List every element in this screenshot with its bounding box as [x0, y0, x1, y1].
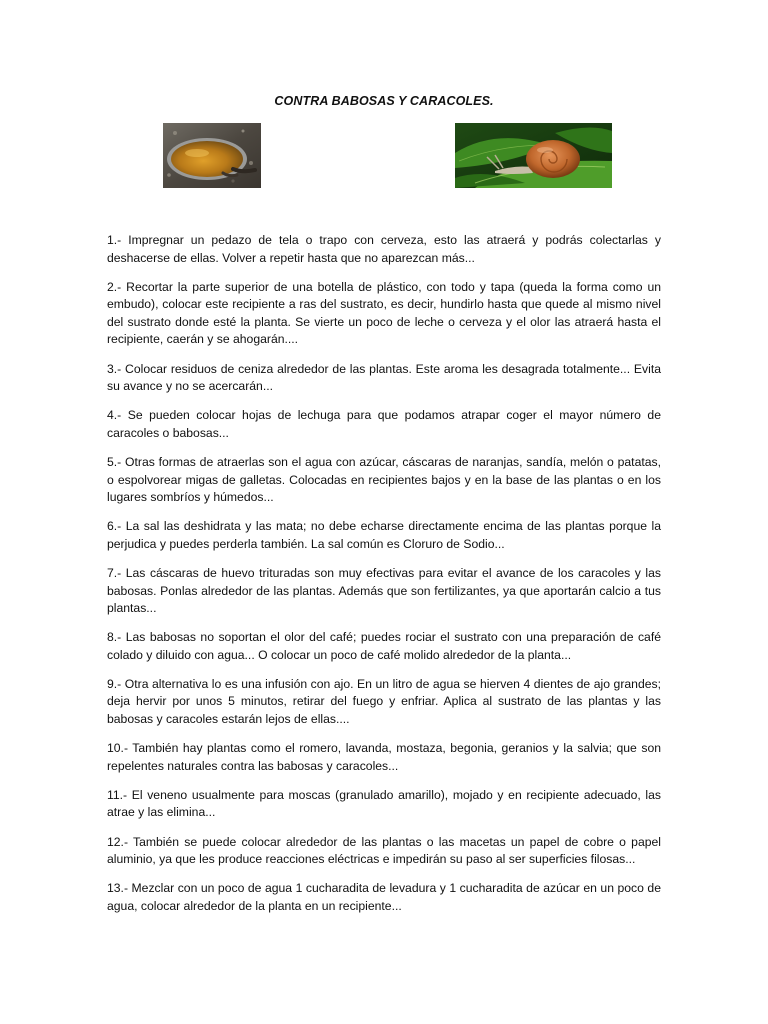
list-item: 5.- Otras formas de atraerlas son el agua con azúcar, cáscaras de naranjas, sandía, melón o patatas, o espolvorear migas de galletas. Colocadas en recipientes bajos y en la base de las plantas o en los lugares sombríos y húmedos...	[107, 454, 661, 505]
list-item: 8.- Las babosas no soportan el olor del café; puedes rociar el sustrato con una preparación de café colado y diluido con agua... O colocar un poco de café molido alrededor de la planta...	[107, 630, 661, 662]
list-item: 3.- Colocar residuos de ceniza alrededor de las plantas. Este aroma les desagrada totalmente... Evita su avance y no se acercarán...	[107, 361, 661, 394]
list-item: 12.- También se puede colocar alrededor de las plantas o las macetas un papel de cobre o papel aluminio, ya que les produce reacciones eléctricas e impedirán su paso al ser superficies filosas...	[107, 834, 661, 867]
list-item: 10.- También hay plantas como el romero, lavanda, mostaza, begonia, geranios y la salvia; que son repelentes naturales contra las babosas y caracoles...	[107, 741, 661, 773]
list-item: 7.- Las cáscaras de huevo trituradas son muy efectivas para evitar el avance de los caracoles y las babosas. Ponlas alrededor de las plantas. Además que son fertilizantes, ya que aportarán calcio a tus plantas...	[107, 565, 661, 616]
list-item: 2.- Recortar la parte superior de una botella de plástico, con todo y tapa (queda la forma como un embudo), colocar este recipiente a ras del sustrato, es decir, hundirlo hasta que quede al mismo nivel del sustrato donde esté la planta. Se vierte un poco de leche o cerveza y el olor las atraerá hasta el recipiente, caerán y se ahogarán....	[107, 279, 661, 347]
list-item: 4.- Se pueden colocar hojas de lechuga para que podamos atrapar coger el mayor número de caracoles o babosas...	[107, 408, 661, 440]
snail-photo-drawing	[455, 123, 612, 188]
snail-photo	[455, 123, 612, 188]
list-item: 9.- Otra alternativa lo es una infusión con ajo. En un litro de agua se hierven 4 dientes de ajo grandes; deja hervir por unos 5 minutos, retirar del fuego y enfriar. Aplica al sustrato de las plantas y las babosas y caracoles estarán lejos de ellas....	[107, 676, 661, 727]
document-title: CONTRA BABOSAS Y CARACOLES.	[274, 94, 494, 108]
list-item: 13.- Mezclar con un poco de agua 1 cucharadita de levadura y 1 cucharadita de azúcar en un poco de agua, colocar alrededor de la planta en un recipiente...	[107, 881, 661, 913]
list-item: 1.- Impregnar un pedazo de tela o trapo con cerveza, esto las atraerá y podrás colectarlas y deshacerse de ellas. Volver a repetir hasta que no aparezcan más...	[107, 233, 661, 265]
list-item: 11.- El veneno usualmente para moscas (granulado amarillo), mojado y en recipiente adecuado, las atrae y las elimina...	[107, 787, 661, 820]
beer-trap-photo	[163, 123, 261, 188]
remedies-list	[107, 232, 661, 927]
beer-trap-photo-drawing	[163, 123, 261, 188]
list-item: 6.- La sal las deshidrata y las mata; no debe echarse directamente encima de las plantas porque la perjudica y puedes perderla también. La sal común es Cloruro de Sodio...	[107, 519, 661, 551]
